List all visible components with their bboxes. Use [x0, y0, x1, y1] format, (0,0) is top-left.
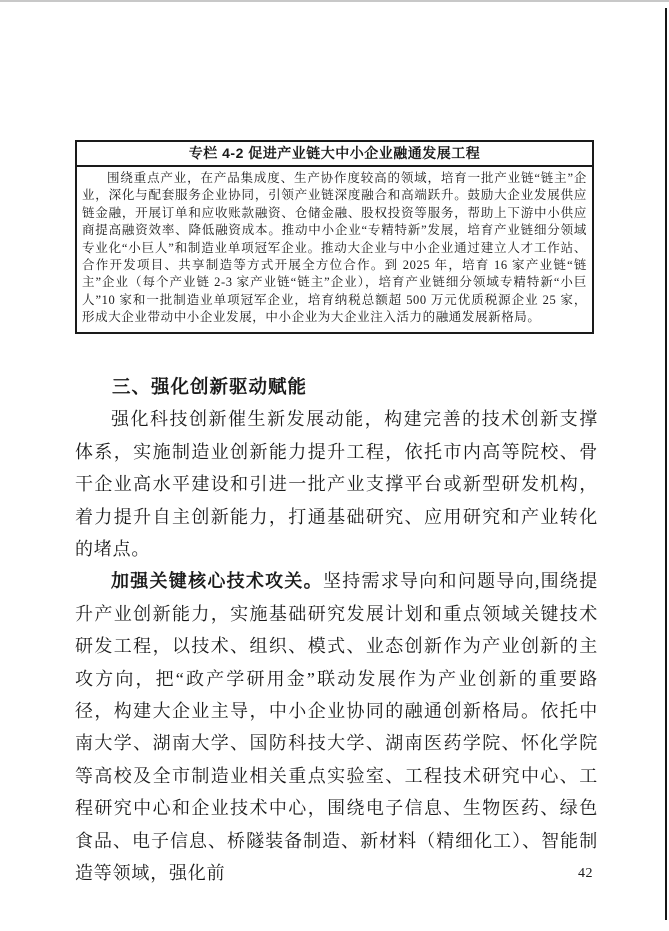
section-heading: 三、强化创新驱动赋能 — [112, 376, 308, 397]
paragraph-2-bold-lead: 加强关键核心技术攻关。 — [111, 571, 323, 592]
body-paragraph-1: 强化科技创新催生新发展动能，构建完善的技术创新支撑体系，实施制造业创新能力提升工程，依托市内高等院校、骨干企业高水平建设和引进一批产业支撑平台或新型研发机构，着力提升自主创新能力，打通基础研究、应用研究和产业转化的堵点。 — [75, 409, 598, 560]
callout-box — [75, 140, 594, 334]
scan-edge-top-line — [0, 0, 669, 2]
body-paragraph-2 — [75, 565, 598, 889]
scan-edge-right-line — [665, 8, 667, 920]
main-text-column — [75, 371, 598, 890]
page-number: 42 — [578, 866, 593, 881]
callout-box-title: 专栏 4-2 促进产业链大中小企业融通发展工程 — [77, 142, 592, 167]
paragraph-2-text: 坚持需求导向和问题导向,围绕提升产业创新能力，实施基础研究发展计划和重点领域关键技术研发工程，以技术、组织、模式、业态创新作为产业创新的主攻方向，把“政产学研用金”联动发展作为产业创新的重要路径，构建大企业主导，中小企业协同的融通创新格局。依托中南大学、湖南大学、国防科技大学、湖南医药学院、怀化学院等高校及全市制造业相关重点实验室、工程技术研究中心、工程研究中心和企业技术中心，围绕电子信息、生物医药、绿色食品、电子信息、桥隧装备制造、新材料（精细化工）、智能制造等领域，强化前 — [75, 571, 598, 884]
callout-box-body: 围绕重点产业，在产品集成度、生产协作度较高的领域，培育一批产业链“链主”企业，深化与配套服务企业协同，引领产业链深度融合和高端跃升。鼓励大企业发展供应链金融，开展订单和应收账款融资、仓储金融、股权投资等服务，帮助上下游中小供应商提高融资效率、降低融资成本。推动中小企业“专精特新”发展，培育产业链细分领域专业化“小巨人”和制造业单项冠军企业。推动大企业与中小企业通过建立人才工作站、合作开发项目、共享制造等方式开展全方位合作。到 2025 年，培育 16 家产业链“链主”企业（每个产业链 2-3 家产业链“链主”企业），培育产业链细分领域专精特新“小巨人”10 家和一批制造业单项冠军企业，培育纳税总额超 500 万元优质税源企业 25 家，形成大企业带动中小企业发展，中小企业为大企业注入活力的融通发展新格局。 — [82, 171, 587, 325]
